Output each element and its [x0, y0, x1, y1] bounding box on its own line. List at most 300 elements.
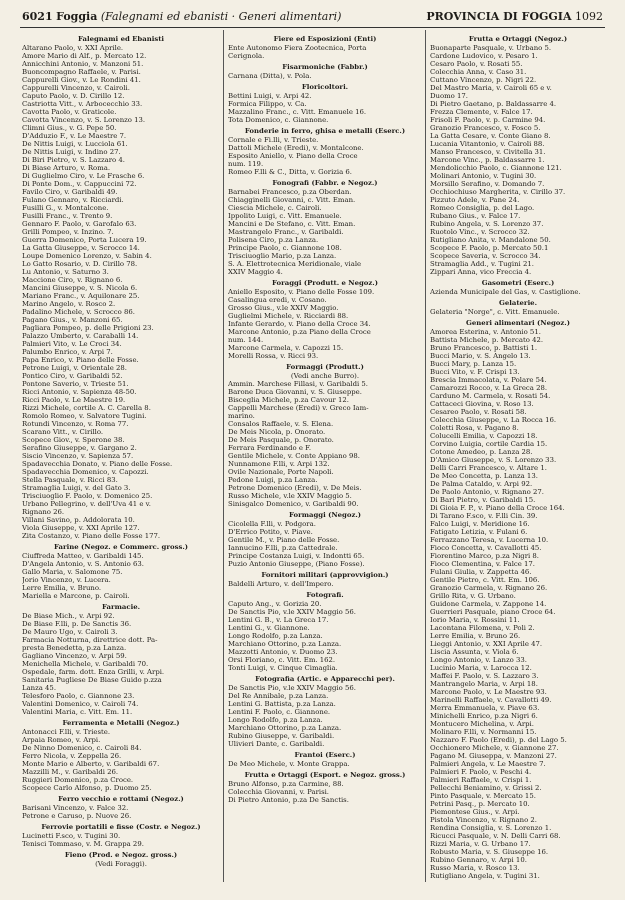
directory-entry: Di Pietro Antonio, p.za De Sanctis. — [228, 796, 349, 804]
directory-entry: Trisciuoglio F. Paolo, v. Domenico 25. — [22, 492, 153, 500]
category-heading: Falegnami ed Ebanisti — [77, 35, 165, 43]
directory-entry: Lo Gatto Rosario, v. D. Cirillo 78. — [22, 260, 138, 268]
directory-entry: Di Gioia F. P., v. Piano della Croce 164. — [430, 504, 565, 512]
directory-entry: Corvino Luigia, cortile Cardia 15. — [430, 440, 548, 448]
directory-entry: Grosso Gius., v.le XXIV Maggio. — [228, 304, 339, 312]
directory-entry: Rizzi Maria, v. G. Urbano 17. — [430, 840, 531, 848]
directory-entry: Ricci Antonio, v. Sapienza 48-50. — [22, 388, 137, 396]
directory-entry: Cotone Amedeo, p. Lanza 28. — [430, 448, 533, 456]
directory-entry: Barisani Vincenzo, v. Falce 32. — [22, 804, 129, 812]
category-heading: Formaggi (Negoz.) — [288, 511, 362, 519]
directory-entry: Bucci Mary, p. Lanza 15. — [430, 360, 517, 368]
directory-entry: Ferrara Ferdinando e F. — [228, 444, 312, 452]
column-right — [430, 32, 606, 880]
directory-entry: Cerignola. — [228, 52, 265, 60]
header-rule — [20, 27, 605, 28]
directory-entry: Maffei F. Paolo, v. S. Lazzaro 3. — [430, 672, 539, 680]
category-heading: Fotografia (Artic. e Apparecchi per). — [255, 675, 395, 683]
directory-entry: Formica Filippo, v. Ca. — [228, 100, 307, 108]
directory-entry: Del Re Annibale, p.za Lanza. — [228, 692, 329, 700]
directory-entry: Ciescia Michele, c. Cairoli. — [228, 204, 322, 212]
directory-entry: Fioco Clementina, v. Falce 17. — [430, 560, 535, 568]
directory-entry: De Palma Cataldo, v. Arpi 92. — [430, 480, 533, 488]
directory-entry: Di Biri Pietro, v. S. Lazzaro 4. — [22, 156, 125, 164]
directory-entry: Cattaceci Giovina, v. Roso 13. — [430, 400, 534, 408]
directory-entry: Bruno Francesco, p. Battisti 1. — [430, 344, 538, 352]
directory-entry: Marcone Vinc., p. Baldassarre 1. — [430, 156, 545, 164]
directory-entry: Frezza Clemente, v. Falce 17. — [430, 108, 533, 116]
category-heading: Frantoi (Eserc.) — [294, 751, 356, 759]
category-heading: Ferramenta e Metalli (Negoz.) — [62, 719, 180, 727]
directory-entry: De Sanctis Pio, v.le XXIV Maggio 56. — [228, 608, 356, 616]
directory-entry: Scopece Carlo Alfonso, p. Duomo 25. — [22, 784, 152, 792]
directory-entry: Cavotta Vincenzo, v. S. Lorenzo 13. — [22, 116, 146, 124]
directory-entry: Lieggi Antonio, v. XXI Aprile 47. — [430, 640, 543, 648]
directory-entry: De Nittis Luigi, v. Lucciola 61. — [22, 140, 128, 148]
directory-entry: Lucinetti F.sco, v. Tugini 30. — [22, 832, 121, 840]
directory-entry: Stella Pasquale, v. Ricci 83. — [22, 476, 118, 484]
directory-entry: De Mauro Ugo, v. Cairoli 3. — [22, 628, 118, 636]
directory-entry: Rutigliano Angela, v. Tugini 31. — [430, 872, 540, 880]
directory-entry: Pedone Luigi, p.za Lanza. — [228, 476, 318, 484]
directory-entry: Battista Michele, p. Mercato 42. — [430, 336, 544, 344]
directory-entry: Amorea Esterina, v. Antonio 51. — [430, 328, 541, 336]
directory-entry: Molinari Antonio, v. Tugini 30. — [430, 172, 537, 180]
directory-entry: Lucania Vitantonio, v. Cairoli 88. — [430, 140, 545, 148]
directory-entry: Lacontana Filomena, v. Poli 2. — [430, 624, 535, 632]
category-heading: Ferrovie portatili e fisse (Costr. e Negoz.) — [41, 823, 201, 831]
directory-entry: Principe Paolo, c. Giannone 108. — [228, 244, 342, 252]
directory-entry: Padalino Michele, v. Scrocco 86. — [22, 308, 135, 316]
directory-entry: Cavotta Paolo, v. Graticole. — [22, 108, 117, 116]
directory-entry: Papa Enrico, v. Piano delle Fosse. — [22, 356, 139, 364]
directory-entry: Marino Angelo, v. Rosco 2. — [22, 300, 116, 308]
directory-entry: Aniello Esposito, v. Piano delle Fosse 109. — [228, 288, 375, 296]
directory-entry: Palazzo Umberto, v. Caraballi 14. — [22, 332, 139, 340]
directory-entry: Mancini e De Stefano, c. Vitt. Eman. — [228, 220, 356, 228]
directory-entry: Mendolicchio Paolo, c. Giannone 121. — [430, 164, 562, 172]
directory-entry: Fusilli Franc., v. Trento 9. — [22, 212, 113, 220]
directory-entry: Principe Costanza Luigi, v. Indontti 65. — [228, 552, 365, 560]
directory-entry: De Biase F.lli, p. De Sanctis 36. — [22, 620, 132, 628]
directory-entry: Longo Antonio, v. Lanzo 33. — [430, 656, 527, 664]
directory-entry: Brescia Immacolata, v. Polare 54. — [430, 376, 547, 384]
directory-entry: Falco Luigi, v. Meridione 16. — [430, 520, 530, 528]
column-divider — [223, 30, 224, 882]
directory-entry: D'Angela Antonio, v. S. Antonio 63. — [22, 560, 144, 568]
directory-entry: Cesaro Paolo, v. Rosati 55. — [430, 60, 523, 68]
directory-entry: Pizzuto Adele, v. Pane 24. — [430, 196, 520, 204]
directory-entry: De Biase Mich., v. Arpi 92. — [22, 612, 115, 620]
directory-entry: Marchiano Ottorino, p.za Lanza. — [228, 640, 342, 648]
directory-entry: Fiorentino Marco, p.za Nigri 8. — [430, 552, 539, 560]
directory-entry: Gentile Pietro, c. Vitt. Em. 106. — [430, 576, 540, 584]
directory-entry: Occhionero Michele, v. Giannone 27. — [430, 744, 559, 752]
category-heading: Gasometri (Eserc.) — [481, 279, 555, 287]
directory-entry: Gallo Maria, v. Salomone 75. — [22, 568, 123, 576]
directory-entry: Manso Francesco, v. Civitella 31. — [430, 148, 546, 156]
directory-entry: Palmieri Raffaele, v. Crispi 1. — [430, 776, 532, 784]
directory-entry: Ruggieri Domenico, p.za Croce. — [22, 776, 134, 784]
directory-entry: Lucinio Maria, v. Larocca 12. — [430, 664, 532, 672]
category-heading: Foraggi (Produtt. e Negoz.) — [272, 279, 378, 287]
directory-entry: Gelateria "Norge", c. Vitt. Emanuele. — [430, 308, 560, 316]
directory-entry: Infante Gerardo, v. Piano della Croce 34. — [228, 320, 371, 328]
directory-entry: Lerre Emilia, v. Bruno 26. — [430, 632, 521, 640]
directory-entry: Fioco Concetta, v. Cavallotti 45. — [430, 544, 542, 552]
directory-entry: Casalingua eredi, v. Cosano. — [228, 296, 327, 304]
directory-entry: Caputo Ang., v. Gorizia 20. — [228, 600, 322, 608]
directory-entry: D'Amico Giuseppe, v. S. Lorenzo 33. — [430, 456, 557, 464]
directory-entry: Cesareo Paolo, v. Rosati 58. — [430, 408, 527, 416]
directory-entry: Colecchia Anna, v. Caso 31. — [430, 68, 527, 76]
directory-entry: Rignano 26. — [22, 508, 65, 516]
directory-entry: Coletti Rosa, v. Pagano 8. — [430, 424, 519, 432]
directory-entry: Granozio Francesco, v. Fosco 5. — [430, 124, 541, 132]
directory-entry: Fatigato Letizia, v. Fulani 6. — [430, 528, 528, 536]
directory-entry: Valentini Maria, c. Vitt. Em. 11. — [22, 708, 133, 716]
directory-entry: Scopece Giov., v. Sperone 38. — [22, 436, 125, 444]
directory-entry: Pinto Pasquale, v. Mercato 15. — [430, 792, 536, 800]
directory-entry: Altarano Paolo, v. XXI Aprile. — [22, 44, 124, 52]
directory-entry: De Ninno Domenico, c. Cairoli 84. — [22, 744, 142, 752]
directory-entry: Esposito Aniello, v. Piano della Croce — [228, 152, 358, 160]
directory-entry: Scarano Vitt., v. Cirillo. — [22, 428, 104, 436]
directory-entry: Guerrieri Pasquale, piano Croce 64. — [430, 608, 556, 616]
directory-entry: Loupe Domenico Lorenzo, v. Sabin 4. — [22, 252, 152, 260]
directory-entry: Russo Maria, v. Rosco 13. — [430, 864, 520, 872]
directory-entry: Russo Michele, v.le XXIV Maggio 5. — [228, 492, 352, 500]
category-heading: Formaggi (Produtt.) — [286, 363, 364, 371]
directory-entry: Carnana (Ditta), v. Pola. — [228, 72, 312, 80]
directory-entry: Consalos Raffaele, v. S. Elena. — [228, 420, 334, 428]
directory-entry: Pontico Ciro, v. Garibaldi 52. — [22, 372, 123, 380]
directory-entry: Monte Mario e Alberto, v. Garibaldi 67. — [22, 760, 160, 768]
directory-entry: Ricucci Pasquale, v. N. Delli Carri 68. — [430, 832, 561, 840]
directory-entry: Camarozzi Rocco, v. La Greca 28. — [430, 384, 548, 392]
directory-entry: De Meis Pasquale, p. Onorato. — [228, 436, 334, 444]
directory-entry: D'Errico Potito, v. Piave. — [228, 528, 313, 536]
section-subtitle: (Falegnami ed ebanisti · Generi alimentari) — [100, 10, 342, 23]
directory-entry: Barone Duca Giovanni, v. S. Giuseppe. — [228, 388, 362, 396]
directory-entry: Azienda Municipale del Gas, v. Castiglione. — [430, 288, 581, 296]
directory-entry: Tenisci Tommaso, v. M. Grappa 29. — [22, 840, 144, 848]
directory-entry: Maccione Ciro, v. Rignano 6. — [22, 276, 123, 284]
directory-entry: XXIV Maggio 4. — [228, 268, 283, 276]
directory-entry: Zippari Anna, vico Freccia 4. — [430, 268, 532, 276]
category-heading: Farine (Negoz. e Commerc. gross.) — [53, 543, 188, 551]
directory-entry: Lu Antonio, v. Saturno 3. — [22, 268, 109, 276]
header-right — [426, 8, 603, 26]
directory-entry: Robusto Maria, v. S. Giuseppe 16. — [430, 848, 549, 856]
directory-entry: Spadavecchia Donato, v. Piano delle Fosse. — [22, 460, 173, 468]
directory-entry: Di Bari Pietro, v. Garibaldi 15. — [430, 496, 536, 504]
cross-reference: (Vedi anche Burro). — [290, 372, 360, 380]
directory-entry: Marchiano Ottorino, p.za Lanza. — [228, 724, 342, 732]
directory-entry: Scopece F. Paolo, p. Mercato 50.1 — [430, 244, 549, 252]
directory-entry: Gentile M., v. Piano delle Fosse. — [228, 536, 340, 544]
directory-entry: Mazzilli M., v. Garibaldi 26. — [22, 768, 119, 776]
column-left — [22, 32, 220, 868]
directory-entry: Mariella e Marcone, p. Cairoli. — [22, 592, 130, 600]
directory-entry: Bruno Alfonso, p.za Carmine, 88. — [228, 780, 344, 788]
directory-entry: Rendina Consiglia, v. S. Lorenzo 1. — [430, 824, 552, 832]
directory-entry: Pellecchi Beniamino, v. Grissi 2. — [430, 784, 542, 792]
directory-entry: Ferrazzano Teresa, v. Lucerna 10. — [430, 536, 549, 544]
directory-entry: Guerra Domenico, Porta Lucera 19. — [22, 236, 147, 244]
directory-entry: Chiagginelli Giovanni, c. Vitt. Eman. — [228, 196, 356, 204]
directory-entry: Di Guglielmo Ciro, v. Le Frasche 6. — [22, 172, 145, 180]
directory-entry: Dattoli Michele (Eredi), v. Montalcone. — [228, 144, 364, 152]
directory-entry: Di Biase Arturo, v. Roma. — [22, 164, 111, 172]
page-number-left: 6021 — [22, 10, 53, 23]
directory-entry: Cicolella F.lli, v. Podgora. — [228, 520, 316, 528]
category-heading: Ferro vecchio e rottami (Negoz.) — [58, 795, 184, 803]
column-divider — [425, 30, 426, 882]
directory-entry: Lentini G. Battista, p.za Lanza. — [228, 700, 336, 708]
directory-entry: Mazzalino Franc., c. Vitt. Emanuele 16. — [228, 108, 367, 116]
directory-entry: Del Mastro Maria, v. Cairoli 65 e v. — [430, 84, 552, 92]
directory-entry: marino. — [228, 412, 255, 420]
directory-entry: Cappelli Marchese (Eredi) v. Greco Iam- — [228, 404, 369, 412]
directory-entry: Ippolito Luigi, c. Vitt. Emanuele. — [228, 212, 342, 220]
category-heading: Gelaterie. — [499, 299, 537, 307]
directory-entry: Gagliano Vincenzo, v. Arpi 59. — [22, 652, 127, 660]
directory-entry: Gentile Michele, v. Conte Appiano 98. — [228, 452, 360, 460]
category-heading: Fieno (Prod. e Negoz. gross.) — [64, 851, 178, 859]
category-heading: Frutta e Ortaggi (Negoz.) — [468, 35, 568, 43]
header-left — [22, 8, 341, 26]
directory-entry: Barnabei Francesco, p.za Oberdan. — [228, 188, 352, 196]
directory-entry: Iorio Maria, v. Rossini 11. — [430, 616, 520, 624]
directory-entry: Villani Savino, p. Addolorata 10. — [22, 516, 135, 524]
directory-entry: Urbano Pellegrino, v. dell'Uva 41 e v. — [22, 500, 151, 508]
directory-entry: Fulani Giulia, v. Zappetta 46. — [430, 568, 532, 576]
directory-entry: Duomo 17. — [430, 92, 468, 100]
directory-entry: Longo Rodolfo, p.za Lanza. — [228, 716, 323, 724]
directory-entry: Palumbo Enrico, v. Arpi 7. — [22, 348, 113, 356]
directory-entry: Romeo F.lli & C., Ditta, v. Gorizia 6. — [228, 168, 352, 176]
directory-entry: Mazzotti Antonio, v. Duomo 23. — [228, 648, 338, 656]
directory-entry: Mancini Giuseppe, v. S. Nicola 6. — [22, 284, 138, 292]
directory-entry: Stramaglia Add., v. Tugini 21. — [430, 260, 534, 268]
directory-entry: Valentini Domenico, v. Cairoli 74. — [22, 700, 139, 708]
directory-entry: Arpaia Romeo, v. Arpi. — [22, 736, 101, 744]
directory-entry: Siscio Vincenzo, v. Sapienza 57. — [22, 452, 134, 460]
directory-entry: Colucelli Emilia, v. Capozzi 18. — [430, 432, 538, 440]
directory-entry: Fulano Gennaro, v. Ricciardi. — [22, 196, 124, 204]
directory-entry: Lentini F. Paolo, c. Giannone. — [228, 708, 331, 716]
directory-entry: Trisciuoglio Mario, p.za Lanza. — [228, 252, 337, 260]
directory-entry: Rotundi Vincenzo, v. Roma 77. — [22, 420, 129, 428]
directory-entry: Farmacia Notturna, direttrice dott. Pa- — [22, 636, 158, 644]
directory-entry: Lanza 45. — [22, 684, 57, 692]
directory-entry: Ciuffreda Matteo, v. Garibaldi 145. — [22, 552, 144, 560]
directory-entry: presta Benedetta, p.za Lanza. — [22, 644, 127, 652]
directory-entry: Rubino Gennaro, v. Arpi 10. — [430, 856, 527, 864]
directory-entry: Spadavecchia Domenico, v. Capozzi. — [22, 468, 149, 476]
directory-entry: Ammin. Marchese Fillasi, v. Garibaldi 5. — [228, 380, 368, 388]
directory-entry: Nazzaro F. Paolo (Eredi), p. del Lago 5. — [430, 736, 567, 744]
category-heading: Frutta e Ortaggi (Esport. e Negoz. gross.) — [244, 771, 406, 779]
directory-entry: Piemontese Gius., v. Arpi. — [430, 808, 520, 816]
directory-entry: Ovile Nazionale, Porte Napoli. — [228, 468, 334, 476]
directory-entry: De Meo Michele, v. Monte Grappa. — [228, 760, 350, 768]
directory-entry: Marcone Antonio, p.za Piano della Croce — [228, 328, 371, 336]
directory-entry: Guidone Carmela, v. Zappone 14. — [430, 600, 547, 608]
directory-entry: De Meo Concetta, p. Lanza 13. — [430, 472, 538, 480]
directory-entry: Mariano Franc., v. Aquilonare 25. — [22, 292, 140, 300]
directory-entry: Liscia Assunta, v. Viola 6. — [430, 648, 519, 656]
directory-entry: Cornale e Fi.lli, v. Trieste. — [228, 136, 319, 144]
directory-entry: Di Pietro Gaetano, p. Baldassarre 4. — [430, 100, 557, 108]
directory-entry: Granozio Carmela, v. Rignano 26. — [430, 584, 548, 592]
directory-entry: Ente Autonomo Fiera Zootecnica, Porta — [228, 44, 367, 52]
directory-entry: Bucci Mario, v. S. Angelo 13. — [430, 352, 531, 360]
category-heading: Fornitori militari (approvvigion.) — [261, 571, 389, 579]
directory-entry: Baldelli Arturo, v. dell'Impero. — [228, 580, 334, 588]
directory-entry: Palmieri Angela, v. Le Maestre 7. — [430, 760, 546, 768]
directory-entry: Viola Giuseppe, v. XXI Aprile 127. — [22, 524, 140, 532]
directory-entry: Ruotolo Vinc., v. Scrocco 32. — [430, 228, 530, 236]
directory-entry: Pistola Vincenzo, v. Rignano 2. — [430, 816, 537, 824]
directory-entry: Bisceglia Michele, p.za Cavour 12. — [228, 396, 349, 404]
directory-entry: Sinisgalco Domenico, v. Garibaldi 90. — [228, 500, 359, 508]
directory-entry: Cuttano Vincenzo, p. Nigri 22. — [430, 76, 537, 84]
directory-entry: Marcone Carmela, v. Capozzi 15. — [228, 344, 344, 352]
directory-entry: Grillo Rita, v. G. Urbano. — [430, 592, 516, 600]
directory-entry: Montucero Michelina, v. Arpi. — [430, 720, 534, 728]
directory-entry: Cardone Ludovico, v. Pesaro 1. — [430, 52, 538, 60]
directory-entry: Telesforo Paolo, c. Giannone 23. — [22, 692, 135, 700]
directory-entry: Petrone Luigi, v. Orientale 28. — [22, 364, 127, 372]
directory-entry: Ospedale, farm. dott. Enza Grilli, v. Arpi. — [22, 668, 165, 676]
directory-entry: Lerre Emilia, v. Bruno. — [22, 584, 102, 592]
directory-entry: Zita Costanzo, v. Piano delle Fosse 177. — [22, 532, 161, 540]
directory-entry: Morelli Rossa, v. Ricci 93. — [228, 352, 319, 360]
directory-entry: Grilli Pompeo, v. Inzino. 7. — [22, 228, 114, 236]
directory-entry: Buonaparte Pasquale, v. Urbano 5. — [430, 44, 552, 52]
directory-entry: De Meis Nicola, p. Onorato. — [228, 428, 326, 436]
directory-entry: Petrini Pasq., p. Mercato 10. — [430, 800, 530, 808]
directory-entry: Menichella Michele, v. Garibaldi 70. — [22, 660, 149, 668]
directory-entry: Pagliara Pompeo, p. delle Prigioni 23. — [22, 324, 154, 332]
directory-entry: Ricci Paolo, v. Le Maestre 19. — [22, 396, 126, 404]
directory-entry: Fusilli G., v. Montalcone. — [22, 204, 109, 212]
directory-entry: Scopece Saveria, v. Scrocco 34. — [430, 252, 541, 260]
directory-entry: Bettini Luigi, v. Arpi 42. — [228, 92, 312, 100]
directory-entry: Puzio Antonio Giuseppe, (Piano Fosse). — [228, 560, 365, 568]
directory-entry: Favilo Ciro, v. Garibaldi 49. — [22, 188, 118, 196]
directory-entry: Climni Gius., v. G. Pepe 50. — [22, 124, 117, 132]
directory-entry: Ulivieri Dante, c. Garibaldi. — [228, 740, 325, 748]
directory-entry: Cappurelli Giov., v. Le Rondini 41. — [22, 76, 141, 84]
page-number-right: 1092 — [575, 10, 603, 23]
directory-entry: Romeo Consiglia, p. del Lago. — [430, 204, 535, 212]
directory-entry: Delli Carri Francesco, v. Altare 1. — [430, 464, 547, 472]
directory-entry: D'Adduzio F., v. Le Maestre 7. — [22, 132, 127, 140]
category-heading: Fotografi. — [306, 591, 344, 599]
directory-entry: De Nittis Luigi, v. Indino 27. — [22, 148, 121, 156]
directory-entry: Lentini G. B., v. La Greca 17. — [228, 616, 329, 624]
directory-entry: Rizzi Michele, cortile A. C. Carella 8. — [22, 404, 151, 412]
directory-entry: Molinaro F.lli, v. Normanni 15. — [430, 728, 537, 736]
section-name-left: Foggia — [56, 10, 98, 23]
directory-entry: Pagano Gius., v. Manzoni 65. — [22, 316, 123, 324]
directory-entry: Amore Mario di Alf., p. Mercato 12. — [22, 52, 147, 60]
category-heading: Floricoltori. — [301, 83, 349, 91]
directory-entry: Jorio Vincenzo, v. Lucera. — [22, 576, 111, 584]
directory-entry: Annicchini Antonio, v. Manzoni 51. — [22, 60, 144, 68]
page-header — [22, 8, 603, 26]
directory-entry: Iannucino F.lli, p.za Cattedrale. — [228, 544, 338, 552]
category-heading: Fiere ed Esposizioni (Enti) — [273, 35, 377, 43]
directory-entry: Buoncompagno Raffaele, v. Parisi. — [22, 68, 141, 76]
directory-entry: Carduno M. Carmela, v. Rosati 54. — [430, 392, 551, 400]
directory-entry: Stramaglia Luigi, v. del Gato 3. — [22, 484, 131, 492]
directory-entry: Antonacci F.lli, v. Trieste. — [22, 728, 111, 736]
directory-entry: Frisoli F. Paolo, v. p. Carmine 94. — [430, 116, 546, 124]
directory-entry: Di Ponte Dom., v. Cappuccini 72. — [22, 180, 137, 188]
directory-entry: Palmieri Vito, v. Le Croci 34. — [22, 340, 122, 348]
directory-entry: Castriotta Vitt., v. Arbocecchio 33. — [22, 100, 143, 108]
directory-entry: Orsi Floriano, c. Vitt. Em. 162. — [228, 656, 336, 664]
category-heading: Generi alimentari (Negoz.) — [466, 319, 570, 327]
directory-entry: Tota Domenico, c. Giannone. — [228, 116, 329, 124]
directory-entry: Romolo Romeo, v. Salvatore Tugini. — [22, 412, 147, 420]
directory-entry: Rubino Giuseppe, v. Garibaldi. — [228, 732, 335, 740]
directory-entry: Colecchia Giovanni, v. Parisi. — [228, 788, 329, 796]
directory-entry: S. A. Elettrotecnica Meridionale, viale — [228, 260, 362, 268]
directory-entry: Di Tarano F.sco, v. F.lli Cin. 39. — [430, 512, 538, 520]
directory-entry: Ferro Nicola, v. Zeppella 26. — [22, 752, 122, 760]
directory-entry: Cappurelli Vincenzo, v. Cairoli. — [22, 84, 130, 92]
directory-entry: Tonti Luigi, v. Cinque Cimaglia. — [228, 664, 338, 672]
directory-entry: Petrone e Caruso, p. Nuove 26. — [22, 812, 132, 820]
directory-entry: Gennaro F. Paolo, v. Garofalo 63. — [22, 220, 137, 228]
column-middle — [228, 32, 422, 804]
directory-entry: Merra Emmanuela, v. Piave 63. — [430, 704, 540, 712]
section-name-right: PROVINCIA DI FOGGIA — [426, 10, 572, 23]
directory-entry: Petrone Domenico (Eredi), v. De Meis. — [228, 484, 362, 492]
directory-entry: Colecchia Giuseppe, v. La Rocca 16. — [430, 416, 557, 424]
directory-entry: Caputo Paolo, v. D. Cirillo 12. — [22, 92, 125, 100]
directory-entry: Longo Rodolfo, p.za Lanza. — [228, 632, 323, 640]
directory-entry: Marinelli Raffaele, v. Cavallotti 49. — [430, 696, 552, 704]
directory-entry: Serafino Giuseppe, v. Gargano 2. — [22, 444, 137, 452]
directory-entry: Guglielmi Michele, v. Ricciardi 88. — [228, 312, 349, 320]
directory-entry: Rutigliano Anita, v. Mandalone 50. — [430, 236, 551, 244]
directory-entry: Mastrangelo Franc., v. Garibaldi. — [228, 228, 344, 236]
directory-entry: Rubino Angela, v. S. Lorenzo 37. — [430, 220, 544, 228]
directory-entry: Morsillo Serafino, v. Domando 7. — [430, 180, 545, 188]
directory-entry: La Gatta Giuseppe, v. Scrocco 14. — [22, 244, 140, 252]
directory-entry: Mantrangelo Maria, v. Arpi 18. — [430, 680, 538, 688]
category-heading: Fonderie in ferro, ghisa e metalli (Eserc.) — [244, 127, 406, 135]
category-heading: Fisarmoniche (Fabbr.) — [282, 63, 368, 71]
directory-entry: Palmieri F. Paolo, v. Peschi 4. — [430, 768, 532, 776]
directory-entry: Bucci Vito, v. F. Crispi 13. — [430, 368, 520, 376]
directory-entry: Rubano Gius., v. Falce 17. — [430, 212, 521, 220]
directory-entry: Pontone Saverio, v. Trieste 51. — [22, 380, 129, 388]
directory-entry: De Sanctis Pio, v.le XXIV Maggio 56. — [228, 684, 356, 692]
directory-entry: La Gatta Cesare, v. Conte Giano 8. — [430, 132, 551, 140]
directory-entry: Occhiochiuso Margherita, v. Cirillo 37. — [430, 188, 566, 196]
category-heading: Fonografi (Fabbr. e Negoz.) — [272, 179, 378, 187]
directory-entry: num. 144. — [228, 336, 264, 344]
directory-entry: De Paolo Antonio, v. Rignano 27. — [430, 488, 544, 496]
directory-entry: Sanitaria Pugliese De Biase Guido p.zza — [22, 676, 162, 684]
